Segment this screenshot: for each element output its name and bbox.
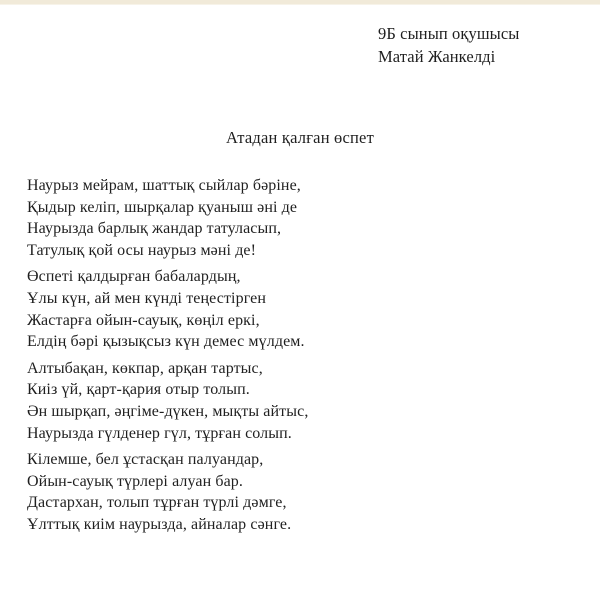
stanza-1 xyxy=(27,175,308,261)
poem-line: Алтыбақан, көкпар, арқан тартыс, xyxy=(27,359,263,377)
stanza-4 xyxy=(27,449,308,535)
stanza-2 xyxy=(27,266,308,352)
poem-title: Атадан қалған өспет xyxy=(225,128,374,147)
stanza-3 xyxy=(27,358,308,444)
poem-line: Ұлы күн, ай мен күнді теңестірген xyxy=(27,289,267,307)
poem-line: Қыдыр келіп, шырқалар қуаныш әні де xyxy=(27,198,298,216)
poem-line: Жастарға ойын-сауық, көңіл еркі, xyxy=(27,311,260,329)
top-edge-strip xyxy=(0,0,600,4)
poem-line: Наурызда гүлденер гүл, тұрған солып. xyxy=(27,424,292,442)
poem-line: Киіз үй, қарт-қария отыр толып. xyxy=(27,381,250,399)
poem-line: Өспеті қалдырған бабалардың, xyxy=(27,268,241,286)
poem-line: Ән шырқап, әңгіме-дүкен, мықты айтыс, xyxy=(27,402,309,420)
poem-body xyxy=(27,175,308,536)
poem-line: Ұлттық киім наурызда, айналар сәнге. xyxy=(27,515,292,533)
byline-author: Матай Жанкелді xyxy=(378,47,496,66)
poem-line: Кілемше, бел ұстасқан палуандар, xyxy=(27,451,264,469)
poem-line: Дастархан, толып тұрған түрлі дәмге, xyxy=(27,494,287,512)
poem-line: Наурыз мейрам, шаттық сыйлар бәріне, xyxy=(27,177,301,194)
byline-class: 9Б сынып оқушысы xyxy=(378,24,520,43)
byline xyxy=(378,22,519,68)
poem-line: Наурызда барлық жандар татуласып, xyxy=(27,220,282,238)
poem-line: Татулық қой осы наурыз мәні де! xyxy=(27,241,257,259)
poem-line: Ойын-сауық түрлері алуан бар. xyxy=(27,472,244,490)
poem-line: Елдің бәрі қызықсыз күн демес мүлдем. xyxy=(27,333,305,351)
